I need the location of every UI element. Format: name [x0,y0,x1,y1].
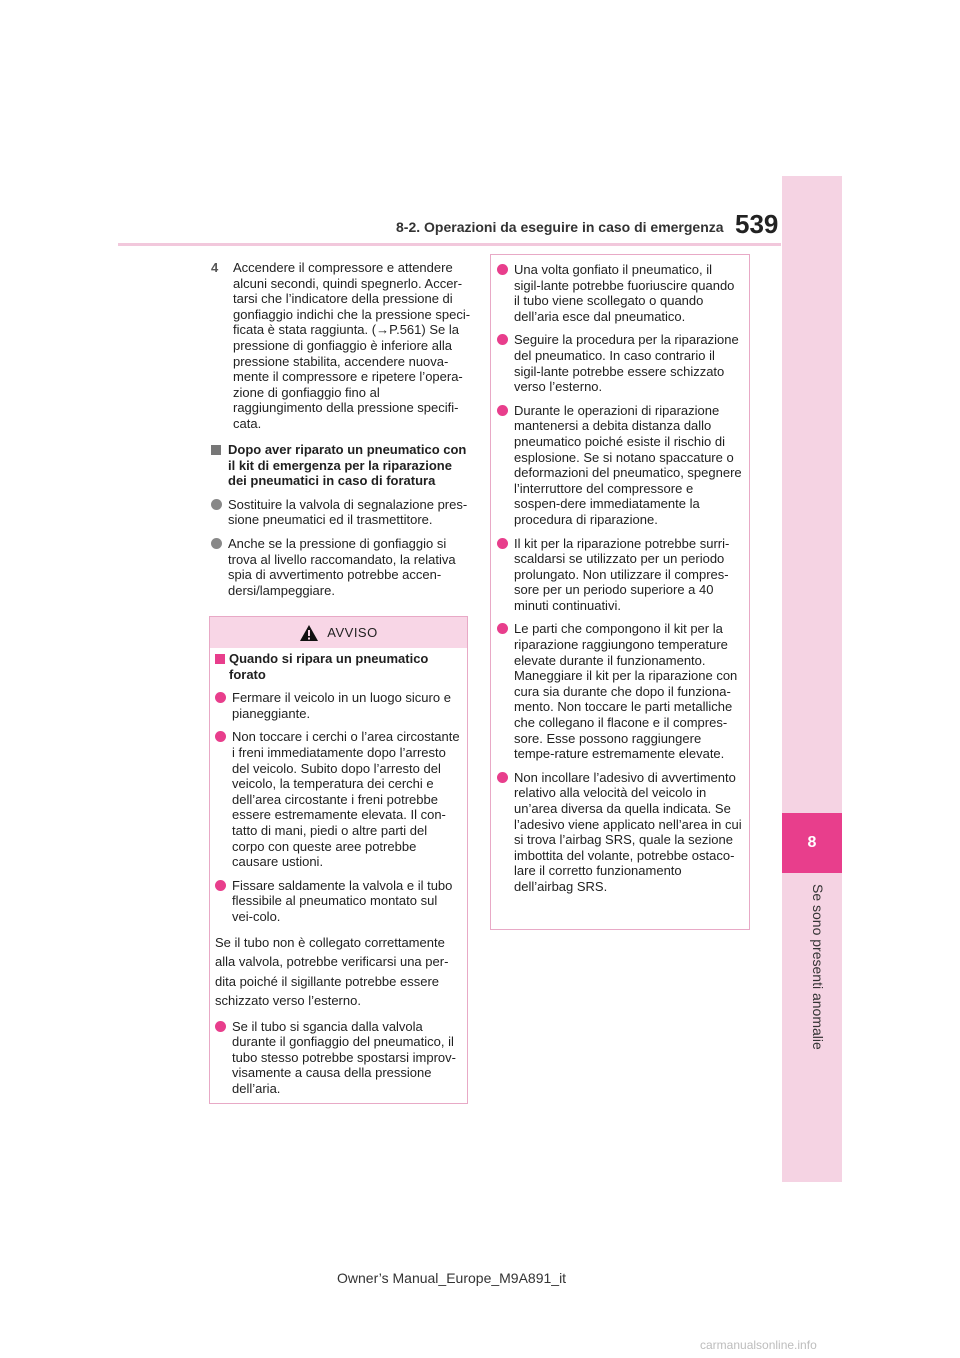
warning-heading-text: Quando si ripara un pneumatico forato [229,651,429,682]
note-item: Sostituire la valvola di segnalazione pres-sione pneumatici ed il trasmettitore. [211,497,473,528]
note-block [211,442,473,606]
warning-left-content [215,651,461,1104]
warning-right-content [497,262,742,903]
step-4 [211,260,471,432]
warning-item: Seguire la procedura per la riparazione del pneumatico. In caso contrario il sigil-lante potrebbe essere schizzato verso l’esterno. [497,332,742,394]
warning-title: AVVISO [327,625,378,640]
warning-item: Le parti che compongono il kit per la riparazione raggiungono temperature elevate durante il funzionamento. Maneggiare il kit per la riparazione con cura sia durante che dopo il funziona-mento. Non toccare le parti metalliche che collegano il flacone e il compres-sore. Esse possono raggiungere tempe-rature estremamente elevate. [497,621,742,761]
warning-header [210,617,467,648]
warning-item: Il kit per la riparazione potrebbe surri-scaldarsi se utilizzato per un periodo prolungato. Non utilizzare il compres-sore per un periodo superiore a 40 minuti continuativi. [497,536,742,614]
plain-line: alla valvola, potrebbe verificarsi una per- [215,954,449,969]
plain-line: Se il tubo non è collegato correttamente [215,934,445,950]
note-heading-text: Dopo aver riparato un pneumatico con il kit di emergenza per la riparazione dei pneumatici in caso di foratura [228,442,467,489]
warning-heading [215,651,461,682]
warning-item: Non incollare l’adesivo di avvertimento relativo alla velocità del veicolo in un’area diversa da quella indicata. Se l’adesivo viene applicato nell’area in cui si trova l’airbag SRS, quale la sezione imbottita del volante, potrebbe ostaco-lare il corretto funzionamento dell’airbag SRS. [497,770,742,895]
note-heading [211,442,473,489]
warning-triangle-icon [299,624,319,642]
plain-line: dita poiché il sigillante potrebbe essere [215,973,440,989]
warning-plain-text [215,933,461,1011]
warning-item: Durante le operazioni di riparazione mantenersi a debita distanza dallo pneumatico poiché esiste il rischio di esplosione. Se si notano spaccature o deformazioni del pneumatico, spegnere l’interruttore del compressore e sospen-dere immediatamente la procedura di riparazione. [497,403,742,528]
chapter-label: Se sono presenti anomalie [810,884,826,1050]
note-item: Anche se la pressione di gonfiaggio si trova al livello raccomandato, la relativa spia di avvertimento potrebbe accen-dersi/lampeggiare. [211,536,473,598]
header-rule [118,243,781,246]
square-bullet-icon [215,654,225,664]
warning-item: Se il tubo si sgancia dalla valvola durante il gonfiaggio del pneumatico, il tubo stesso potrebbe spostarsi improv-visamente a causa della pressione dell’aria. [215,1019,461,1097]
page-number: 539 [735,209,779,239]
chapter-number-box: 8 [782,813,842,873]
warning-item: Fissare saldamente la valvola e il tubo flessibile al pneumatico montato sul vei-colo. [215,878,461,925]
step-text: Accendere il compressore e attendere alcuni secondi, quindi spegnerlo. Accer-tarsi che l’indicatore della pressione di gonfiaggio indichi che la pressione speci-ficata è stata raggiunta. (→P.561) Se la pressione di gonfiaggio è inferiore alla pressione stabilita, accendere nuova-mente il compressore e ripetere l’opera-zione di gonfiaggio fino al raggiungimento della pressione specifi-cata. [233,260,471,431]
footer-text: Owner’s Manual_Europe_M9A891_it [337,1270,567,1286]
watermark: carmanualsonline.info [700,1338,817,1352]
step-number: 4 [211,260,219,275]
section-title: 8-2. Operazioni da eseguire in caso di emergenza [396,219,724,235]
plain-line: schizzato verso l’esterno. [215,993,361,1008]
warning-item: Non toccare i cerchi o l’area circostante i freni immediatamente dopo l’arresto del veicolo. Subito dopo l’arresto del veicolo, la temperatura dei cerchi e dell’area circostante i freni potrebbe essere estremamente elevata. Il con-tatto di mani, piedi o altre parti del corpo con queste aree potrebbe causare ustioni. [215,729,461,869]
warning-item: Fermare il veicolo in un luogo sicuro e pianeggiante. [215,690,461,721]
warning-item: Una volta gonfiato il pneumatico, il sigil-lante potrebbe fuoriuscire quando il tubo viene scollegato o quando dell’aria esce dal pneumatico. [497,262,742,324]
square-bullet-icon [211,445,221,455]
